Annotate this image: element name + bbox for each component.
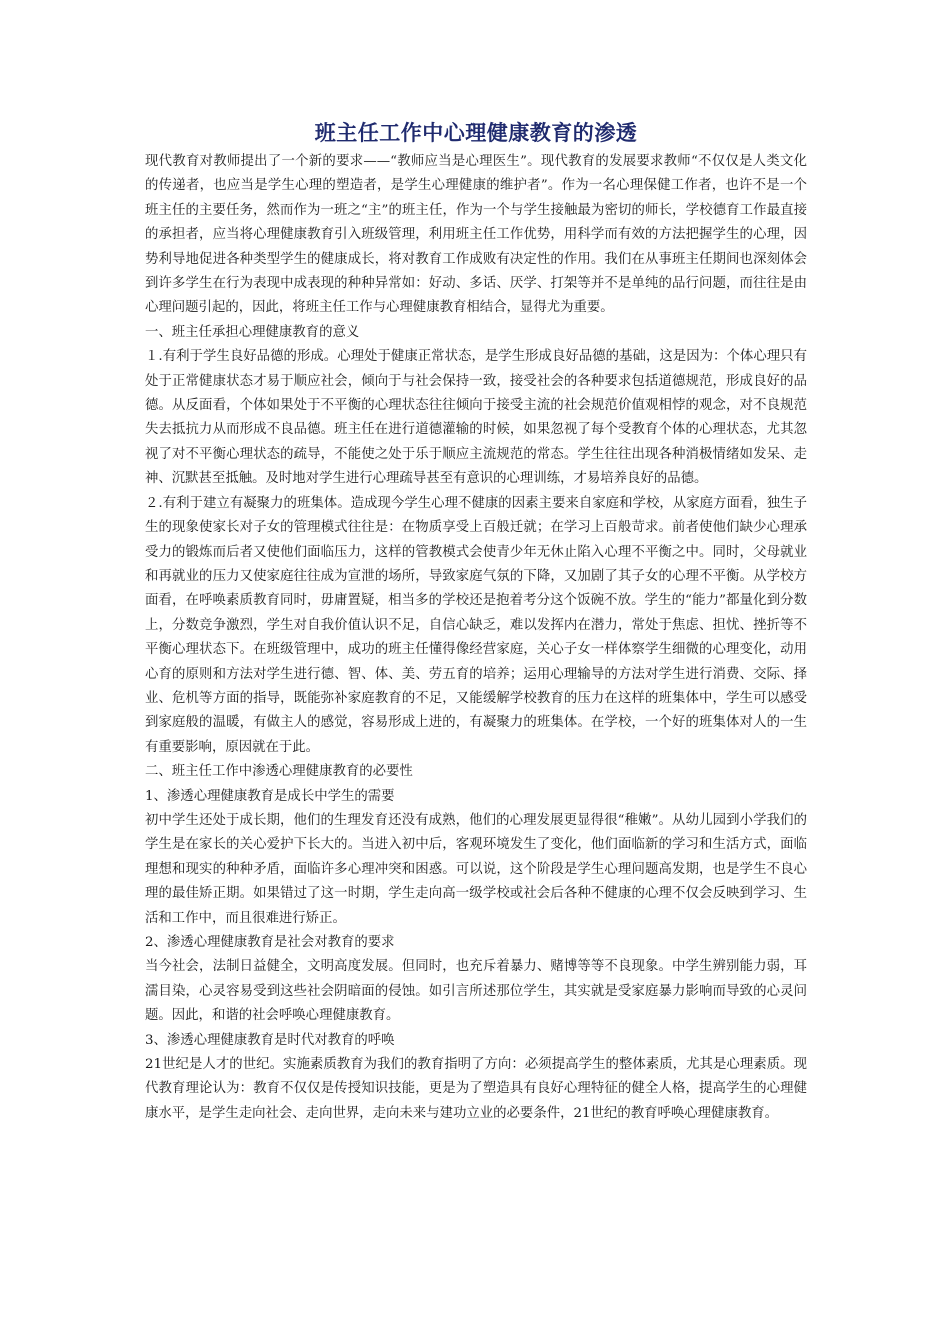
subsection-heading-3: 3、渗透心理健康教育是时代对教育的呼唤 bbox=[145, 1032, 395, 1048]
paragraph-point-1: １.有利于学生良好品德的形成。心理处于健康正常状态，是学生形成良好品德的基础，这是因为：个体心理只有处于正常健康状态才易于顺应社会，倾向于与社会保持一致，接受社会的各种要求包括道德规范，形成良好的品德。从反面看，个体如果处于不平衡的心理状态往往倾向于接受主流的社会规范价值观相悖的观念，对不良规范失去抵抗力从而形成不良品德。班主任在进行道德灌输的时候，如果忽视了每个受教育个体的心理状态，尤其忽视了对不平衡心理状态的疏导，不能使之处于乐于顺应主流规范的常态。学生往往出现各种消极情绪如发呆、走神、沉默甚至抵触。及时地对学生进行心理疏导甚至有意识的心理训练，才易培养良好的品德。 bbox=[145, 349, 807, 487]
paragraph-point-2: ２.有利于建立有凝聚力的班集体。造成现今学生心理不健康的因素主要来自家庭和学校，从家庭方面看，独生子生的现象使家长对子女的管理模式往往是：在物质享受上百般迁就；在学习上百般苛求。前者使他们缺少心理承受力的锻炼而后者又使他们面临压力，这样的管教模式会使青少年无休止陷入心理不平衡之中。同时，父母就业和再就业的压力又使家庭往往成为宣泄的场所，导致家庭气氛的下降，又加剧了其子女的心理不平衡。从学校方面看，在呼唤素质教育同时，毋庸置疑，相当多的学校还是抱着考分这个饭碗不放。学生的“能力”都量化到分数上，分数竞争激烈，学生对自我价值认识不足，自信心缺乏，难以发挥内在潜力，常处于焦虑、担忧、挫折等不平衡心理状态下。在班级管理中，成功的班主任懂得像经营家庭，关心子女一样体察学生细微的心理变化，动用心育的原则和方法对学生进行德、智、体、美、劳五育的培养；运用心理输导的方法对学生进行消费、交际、择业、危机等方面的指导，既能弥补家庭教育的不足，又能缓解学校教育的压力在这样的班集体中，学生可以感受到家庭般的温暖，有做主人的感觉，容易形成上进的，有凝聚力的班集体。在学校，一个好的班集体对人的一生有重要影响，原因就在于此。 bbox=[145, 495, 807, 755]
paragraph-sub-3: 21世纪是人才的世纪。实施素质教育为我们的教育指明了方向：必须提高学生的整体素质，尤其是心理素质。现代教育理论认为：教育不仅仅是传授知识技能，更是为了塑造具有良好心理特征的健全人格，提高学生的心理健康水平，是学生走向社会、走向世界，走向未来与建功立业的必要条件，21世纪的教育呼唤心理健康教育。 bbox=[145, 1057, 807, 1121]
subsection-heading-1: 1、渗透心理健康教育是成长中学生的需要 bbox=[145, 788, 395, 804]
document-page bbox=[145, 118, 807, 1126]
paragraph-sub-1: 初中学生还处于成长期，他们的生理发育还没有成熟，他们的心理发展更显得很“稚嫩”。从幼儿园到小学我们的学生是在家长的关心爱护下长大的。当进入初中后，客观环境发生了变化，他们面临新的学习和生活方式，面临理想和现实的种种矛盾，面临许多心理冲突和困惑。可以说，这个阶段是学生心理问题高发期，也是学生不良心理的最佳矫正期。如果错过了这一时期，学生走向高一级学校或社会后各种不健康的心理不仅会反映到学习、生活和工作中，而且很难进行矫正。 bbox=[145, 812, 807, 926]
section-heading-1: 一、班主任承担心理健康教育的意义 bbox=[145, 324, 360, 340]
document-title: 班主任工作中心理健康教育的渗透 bbox=[314, 121, 638, 145]
paragraph-intro: 现代教育对教师提出了一个新的要求——“教师应当是心理医生”。现代教育的发展要求教师“不仅仅是人类文化的传递者，也应当是学生心理的塑造者，是学生心理健康的维护者”。作为一名心理保健工作者，也许不是一个班主任的主要任务，然而作为一班之“主”的班主任，作为一个与学生接触最为密切的师长，学校德育工作最直接的承担者，应当将心理健康教育引入班级管理，利用班主任工作优势，用科学而有效的方法把握学生的心理，因势利导地促进各种类型学生的健康成长，将对教育工作成败有决定性的作用。我们在从事班主任期间也深刻体会到许多学生在行为表现中成表现的种种异常如：好动、多话、厌学、打架等并不是单纯的品行问题，而往往是由心理问题引起的，因此，将班主任工作与心理健康教育相结合，显得尤为重要。 bbox=[145, 154, 807, 316]
subsection-heading-2: 2、渗透心理健康教育是社会对教育的要求 bbox=[145, 935, 395, 950]
section-heading-2: 二、班主任工作中渗透心理健康教育的必要性 bbox=[145, 764, 413, 780]
paragraph-sub-2: 当今社会，法制日益健全，文明高度发展。但同时，也充斥着暴力、赌博等等不良现象。中学生辨别能力弱，耳濡目染，心灵容易受到这些社会阴暗面的侵蚀。如引言所述那位学生，其实就是受家庭暴力影响而导致的心灵问题。因此，和谐的社会呼唤心理健康教育。 bbox=[145, 959, 807, 1024]
